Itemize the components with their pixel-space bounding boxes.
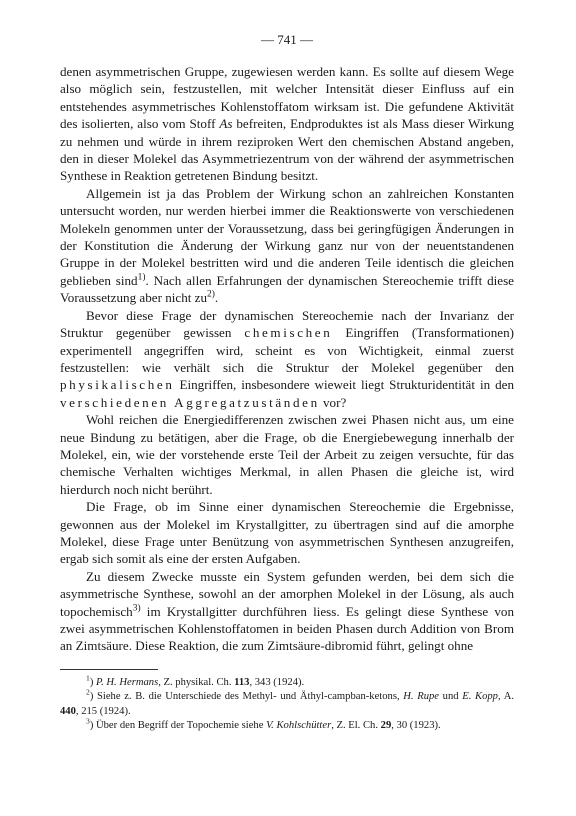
page: [60, 30, 514, 733]
text-run: Wohl reichen die Energiedifferenzen zwischen zwei Phasen nicht aus, um eine neue Bindung zu betätigen, aber die Frage, ob die Energiebewegung innerhalb der Molekel, ein, wie der vorstehende erste Teil der Arbeit zu zeigen versuchte, für das chemische Verhalten wichtiges Merkmal, in allen Phasen die gleiche ist, wird hierdurch noch nicht berührt.: [60, 412, 514, 497]
italic-text: V. Kohlschütter: [266, 720, 332, 732]
text-run: , A.: [497, 691, 514, 703]
footnote-2: [60, 687, 514, 719]
text-run: im Krystallgitter durchführen liess. Es gelingt diese Synthese von zwei asymmetrischen Kohlenstoffatomen in beiden Phasen durch Addition von Brom an Zimtsäure. Diese Reaktion, die zum Zimtsäure-dibromid führt, gelingt ohne: [60, 603, 514, 654]
footnote-divider: [60, 669, 158, 670]
text-run: , 215 (1924).: [75, 705, 131, 717]
footnote-marker: 1: [86, 673, 90, 683]
text-run: Bevor diese Frage der dynamischen Stereochemie nach der Invarianz der Struktur gegenüber gewissen: [60, 307, 514, 341]
spaced-text: chemischen: [244, 325, 333, 341]
italic-text: E. Kopp: [462, 691, 498, 703]
text-run: , Z. physikal. Ch.: [158, 676, 235, 688]
paragraph-4: [60, 411, 514, 498]
text-run: ) Siehe z. B. die Unterschiede des Methyl- und Äthyl-campban-ketons,: [89, 691, 404, 703]
italic-text: P. H. Hermans: [96, 676, 159, 688]
spaced-text: physikalischen: [60, 377, 175, 393]
text-run: , 30 (1923).: [391, 720, 441, 732]
footnote-marker: 2): [207, 289, 215, 300]
spaced-text: verschiedenen Aggregatzuständen: [60, 394, 320, 410]
text-run: Eingriffen, insbesondere wieweit liegt Strukturidentität in den: [174, 377, 514, 393]
text-run: ): [89, 676, 96, 688]
bold-text: 29: [380, 720, 392, 732]
paragraph-5: [60, 498, 514, 568]
italic-text: H. Rupe: [403, 691, 439, 703]
italic-text: As: [219, 116, 233, 132]
text-run: vor?: [319, 394, 347, 410]
footnote-marker: 2: [86, 687, 90, 697]
text-run: befreiten, Endproduktes ist als Mass dieser Wirkung zu nehmen und würde in ihrem reziproken Wert den chemischen Abstand angeben, den in dieser Molekel das Asymmetriezentrum von der während der asymmetrischen Synthese in Reaktion getretenen Bindung besitzt.: [60, 116, 514, 184]
footnote-1: [60, 673, 514, 690]
text-run: , Z. El. Ch.: [331, 720, 381, 732]
page-number: — 741 —: [261, 32, 313, 47]
paragraph-1: [60, 63, 514, 185]
footnote-marker: 3): [132, 603, 141, 614]
text-run: ) Über den Begriff der Topochemie siehe: [89, 720, 267, 732]
text-run: und: [439, 691, 463, 703]
text-run: Allgemein ist ja das Problem der Wirkung schon an zahlreichen Konstanten untersucht worden, nur werden hierbei immer die Reaktionswerte von verschiedenen Molekeln genommen unter der Voraussetzung, dass bei geringfügigen Änderungen in der Konstitution die Änderung der Wirkung ganz nur von der neuentstandenen Gruppe in der Molekel bestritten wird und die anderen Teile identisch die gleichen geblieben sind: [60, 185, 514, 288]
bold-text: 440: [60, 705, 76, 717]
text-run: denen asymmetrischen Gruppe, zugewiesen werden kann. Es sollte auf diesem Wege also möglich sein, festzustellen, mit welcher Intensität dieser Einfluss auf ein entstehendes asymmetrisches Kohlenstoffatom wirksam ist. Die gefundene Aktivität des isolierten, also vom Stoff: [60, 64, 514, 132]
paragraph-3: [60, 307, 514, 411]
bold-text: 113: [234, 676, 250, 688]
text-run: , 343 (1924).: [249, 676, 305, 688]
paragraph-2: [60, 185, 514, 307]
footnote-3: [60, 716, 514, 733]
text-run: Die Frage, ob im Sinne einer dynamischen Stereochemie die Ergebnisse, gewonnen aus der Molekel im Krystallgitter, zu übertragen sind auf die amorphe Molekel, diese Frage unter Benützung von asymmetrischen Synthesen anzugreifen, ergab sich somit als eine der ersten Aufgaben.: [60, 499, 514, 567]
paragraph-6: [60, 568, 514, 655]
text-run: Eingriffen (Transformationen) experimentell angegriffen wird, scheint es von Wichtigkeit, einmal zuerst festzustellen: wie verhält sich die Struktur der Molekel gegenüber den: [60, 325, 514, 375]
text-run: Zu diesem Zwecke musste ein System gefunden werden, bei dem sich die asymmetrische Synthese, sowohl an der amorphen Molekel in der Lösung, als auch topochemisch: [60, 568, 514, 619]
footnote-marker: 3: [86, 716, 90, 726]
text-run: . Nach allen Erfahrungen der dynamischen Stereochemie trifft diese Voraussetzung aber nicht zu: [60, 272, 514, 306]
footnote-marker: 1): [137, 272, 146, 283]
text-run: .: [214, 290, 219, 306]
